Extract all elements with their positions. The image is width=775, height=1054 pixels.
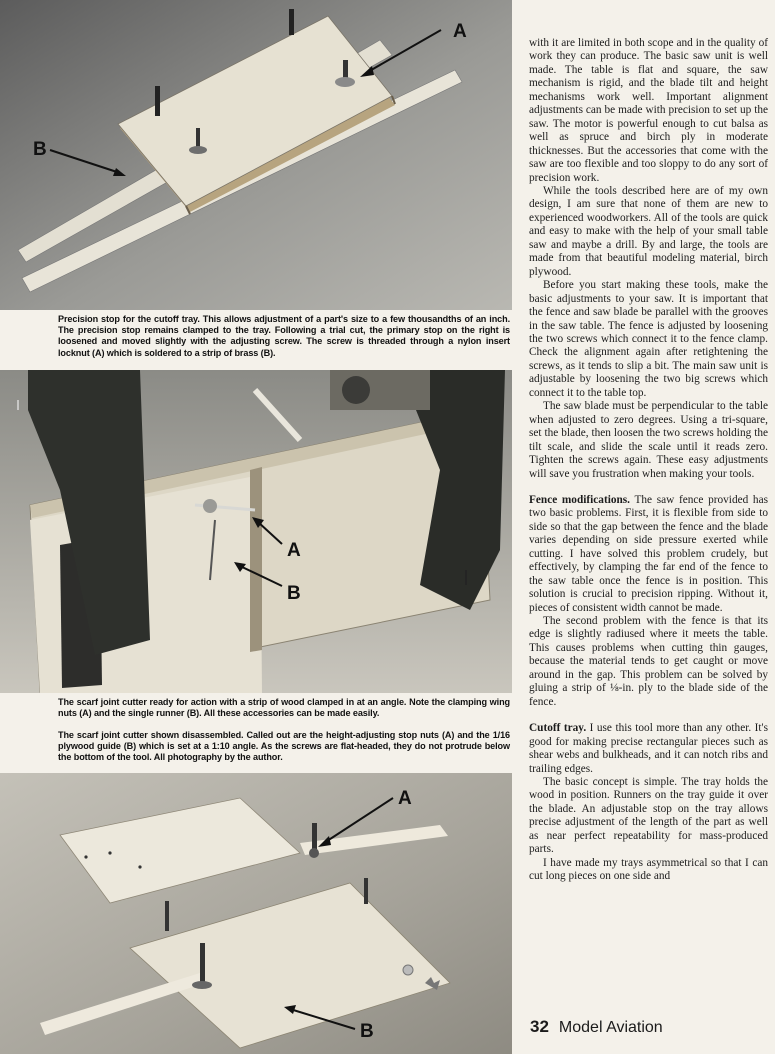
caption-scarf-joint-disassembled: The scarf joint cutter shown disassembled. Called out are the height-adjusting stop nuts (A) and the 1/16 plywood guide (B) which is set at a 1:10 angle. As the screws are flat-headed, they do not protrude below the bottom of the tool. All photography by the author.: [58, 730, 510, 763]
callout-a: A: [287, 540, 301, 561]
photo-scarf-joint-ready: [0, 370, 512, 693]
caption-cutoff-tray: Precision stop for the cutoff tray. This allows adjustment of a part's size to a few thousandths of an inch. The precision stop remains clamped to the tray. Following a trial cut, the primary stop on the right is loosened and moved slightly with the adjusting screw. The screw is threaded through a nylon insert locknut (A) which is soldered to a strip of brass (B).: [58, 314, 510, 358]
paragraph: with it are limited in both scope and in the quality of work they can produce. The basic saw unit is well made. The table is flat and square, the saw mechanism is rigid, and the blade tilt and height mechanisms work well. Important alignment adjustments can be made with precision to set up the saw. The motor is powerful enough to cut balsa as well as spruce and birch ply in moderate thicknesses. But the accessories that come with the saw are too flexible and too sloppy to do any sort of precision work.: [529, 37, 768, 184]
article-column: [529, 37, 768, 1037]
caption-scarf-joint-ready: The scarf joint cutter ready for action with a strip of wood clamped in at an angle. Note the clamping wing nuts (A) and the single runner (B). All these accessories can be made easily.: [58, 697, 510, 719]
callout-b: B: [287, 583, 301, 604]
paragraph: The second problem with the fence is that its edge is slightly radiused where it meets the table. This causes problems when cutting thin gauges, because the material tends to get caught or move around in the gap. This problem can be solved by gluing a strip of ⅛-in. ply to the blade side of the fence.: [529, 615, 768, 708]
section-cutoff-tray: [529, 722, 768, 776]
paragraph: The saw fence provided has two basic problems. First, it is flexible from side to side so that the gap between the fence and the blade varies depending on side pressure exerted while cutting. I have solved this problem crudely, but effectively, by clamping the far end of the fence to the saw table once the fence is in position. This solution is crucial to precision ripping. Without it, pieces of consistent width cannot be made.: [529, 493, 768, 614]
page-footer: [530, 1017, 770, 1039]
callout-b: B: [33, 139, 47, 160]
section-fence-modifications: [529, 494, 768, 615]
callout-a: A: [453, 21, 467, 42]
photo-cutoff-tray: [0, 0, 512, 310]
paragraph: The saw blade must be perpendicular to the table when adjusted to zero degrees. Using a tri-square, set the blade, then loosen the two screws holding the tilt scale, and slide the scale until it reads zero. Tighten the screws again. These easy adjustments will save you frustration when making your tools.: [529, 400, 768, 480]
callout-b: B: [360, 1021, 374, 1042]
paragraph: The basic concept is simple. The tray holds the wood in position. Runners on the tray guide it over the blade. An adjustable stop on the tray allows precise adjustment of the length of the part as well as near perfect repeatability for mass-produced parts.: [529, 776, 768, 856]
paragraph: I have made my trays asymmetrical so that I can cut long pieces on one side and: [529, 856, 768, 883]
page-number: 32: [530, 1017, 549, 1036]
paragraph: Before you start making these tools, make the basic adjustments to your saw. It is important that the fence and saw blade be parallel with the grooves in the saw table. The fence is adjusted by loosening the two screws which connect it to the fence clamp. Check the alignment again after retightening the screws, as it tends to slip a bit. The main saw unit is adjustable by loosening the two big screws which connect it to the table top.: [529, 279, 768, 399]
section-heading: Fence modifications.: [529, 493, 630, 506]
magazine-name: Model Aviation: [558, 1019, 663, 1036]
paragraph: While the tools described here are of my own design, I am sure that none of them are new to experienced woodworkers. All of the tools are quick and easy to make with the help of your small table saw and maybe a drill. By and large, the tools are made from that beautiful modeling material, birch plywood.: [529, 184, 768, 278]
section-heading: Cutoff tray.: [529, 722, 587, 735]
photo-scarf-joint-disassembled: [0, 773, 512, 1054]
paragraph: I use this tool more than any other. It's good for making precise rectangular pieces such as shear webs and bulkheads, and it can notch ribs and trailing edges.: [529, 722, 768, 775]
callout-a: A: [398, 788, 412, 809]
